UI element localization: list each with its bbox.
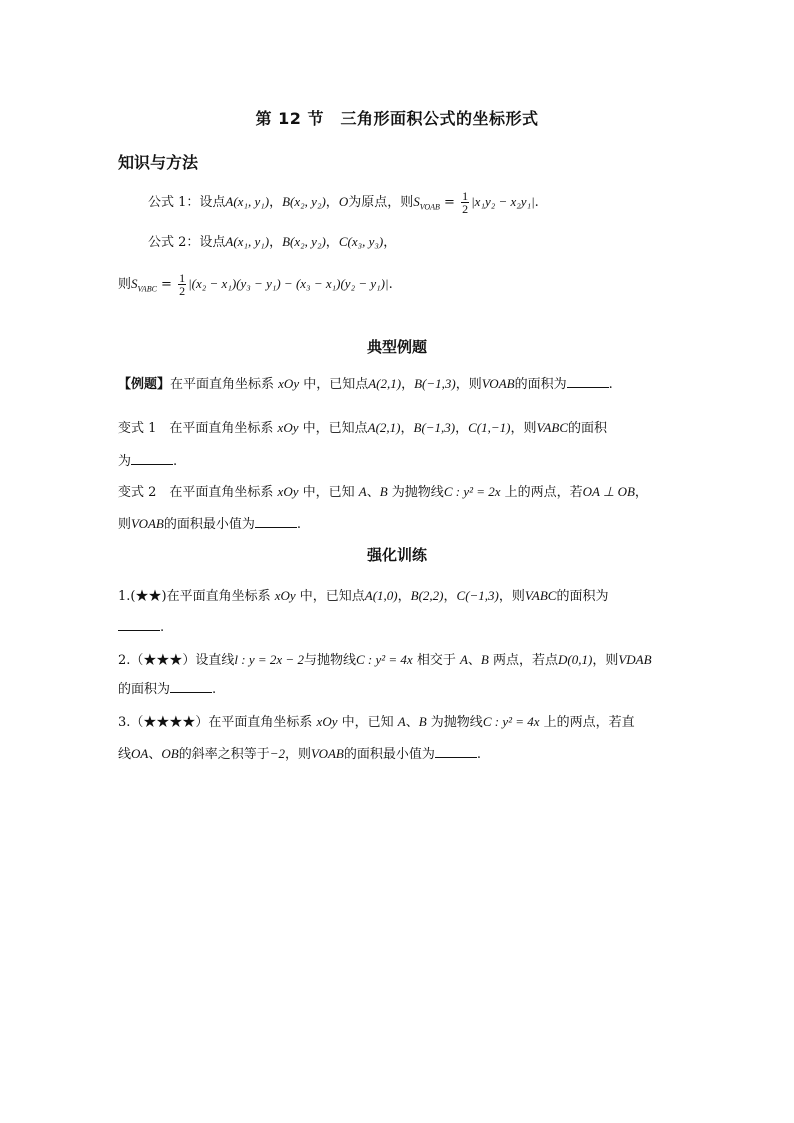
text: 在平面直角坐标系 [208,715,317,730]
point-b: B [379,484,388,499]
text: ，则 [498,589,525,604]
text: 在平面直角坐标系 [169,421,278,436]
area-subscript: VOAB [419,202,440,212]
formula-1-lead: 公式 1：设点 [148,195,226,210]
period: . [173,454,178,469]
text: 为抛物线 [426,715,483,730]
point-b: B(x₂, y₂) [282,234,326,249]
text: 为 [118,454,132,469]
separator: 、 [405,715,419,730]
variant-2-line-2 [118,514,684,535]
separator: 、 [366,485,380,500]
point-b: B(−1,3) [414,376,456,391]
text: 的面积最小值为 [343,747,435,762]
answer-blank [255,515,297,528]
text: 的斜率之积等于 [178,747,270,762]
point-b: B(−1,3) [413,420,456,435]
text: ，则 [592,653,619,668]
text: 在平面直角坐标系 [169,485,278,500]
period: . [534,195,539,210]
separator: ， [383,235,397,250]
parabola-equation: C : y² = 4x [355,652,413,667]
fraction-denominator: 2 [462,202,469,216]
point-a: A(x₁, y₁) [225,234,270,249]
separator: ， [397,589,411,604]
heading-knowledge: 知识与方法 [118,153,199,172]
practice-2-tag: 2.（★★★） [118,653,196,668]
area-symbol: S [413,194,420,209]
text: 相交于 [412,653,460,668]
text: 中，已知点 [295,589,365,604]
answer-blank [170,680,212,693]
separator: 、 [467,653,481,668]
coordinate-system: xOy [274,588,296,603]
text: 中，已知点 [298,421,368,436]
line-ob: OB [161,746,179,761]
separator: ， [401,377,415,392]
point-d: D(0,1) [558,652,593,667]
equals: = [156,277,177,292]
area-symbol: S [131,276,138,291]
formula-2-lead: 公式 2：设点 [148,235,226,250]
formula-2-expression: |(x₂ − x₁)(y₃ − y₁) − (x₃ − x₁)(y₂ − y₁)| [188,276,389,291]
point-a: A(2,1) [367,420,401,435]
point-c: C(x₃, y₃) [338,234,384,249]
practice-3-tag: 3.（★★★★） [118,715,209,730]
heading-examples: 典型例题 [366,338,427,356]
point-a: A(x₁, y₁) [225,194,270,209]
practice-1-tag: 1.(★★) [118,589,167,604]
formula-2-result-lead: 则 [118,277,132,292]
separator: ， [400,421,414,436]
text: 的面积为 [514,377,567,392]
answer-blank [118,618,160,631]
point-o: O [338,194,349,209]
separator: ， [269,235,283,250]
point-c: C(1,−1) [468,420,511,435]
separator: ， [634,485,648,500]
point-c: C(−1,3) [456,588,499,603]
answer-blank [567,375,609,388]
parabola-equation: C : y² = 4x [482,714,540,729]
point-b: B [480,652,489,667]
text: 中，已知点 [299,377,369,392]
answer-blank [131,452,173,465]
answer-blank [435,745,477,758]
formula-1 [148,190,684,218]
point-a: A(2,1) [368,376,402,391]
equals: = [439,195,460,210]
separator: ， [325,195,339,210]
triangle-name: VDAB [618,652,652,667]
point-a: A [397,714,406,729]
example-problem [118,374,684,395]
fraction-half [461,190,469,215]
text: 则 [118,517,132,532]
separator: 、 [148,747,162,762]
perpendicular-condition: OA ⊥ OB [582,484,635,499]
period: . [608,377,613,392]
area-subscript: VABC [137,284,157,294]
period: . [160,620,165,635]
text: 在平面直角坐标系 [170,377,279,392]
line-oa: OA [131,746,149,761]
point-b: B [418,714,427,729]
variant-1-tag: 变式 1 [118,421,170,436]
text: 为抛物线 [387,485,444,500]
text: 设直线 [195,653,235,668]
text: ，则 [510,421,537,436]
text: 上的两点，若直 [539,715,635,730]
example-tag: 【例题】 [118,377,171,392]
period: . [296,517,301,532]
text: 中，已知 [298,485,359,500]
practice-1-line-1 [118,586,684,607]
fraction-numerator: 1 [179,271,186,285]
formula-2-result [118,272,684,300]
page-title: 第 12 节 三角形面积公式的坐标形式 [255,109,539,128]
fraction-half [178,272,186,297]
point-a: A [358,484,367,499]
point-a: A(1,0) [364,588,398,603]
formula-1-expression: |x₁y₂ − x₂y₁| [471,194,535,209]
formula-2 [148,232,684,253]
text: ，则 [285,747,312,762]
text: 中，已知 [337,715,398,730]
text: 与抛物线 [303,653,356,668]
text: 的面积为 [556,589,609,604]
practice-3-line-1 [118,712,684,733]
text: ，则 [455,377,482,392]
point-a: A [459,652,468,667]
triangle-name: VOAB [131,516,164,531]
text: 的面积 [568,421,608,436]
variant-1-line-1 [118,418,684,439]
heading-practice: 强化训练 [366,546,427,564]
point-b: B(x₂, y₂) [282,194,326,209]
fraction-denominator: 2 [179,284,186,298]
text: 在平面直角坐标系 [166,589,275,604]
coordinate-system: xOy [277,484,299,499]
text: 的面积为 [118,682,171,697]
fraction-numerator: 1 [462,189,469,203]
triangle-name: VOAB [311,746,344,761]
coordinate-system: xOy [316,714,338,729]
point-b: B(2,2) [410,588,444,603]
line-equation: l : y = 2x − 2 [234,652,304,667]
period: . [212,682,217,697]
triangle-name: VOAB [481,376,515,391]
coordinate-system: xOy [278,376,300,391]
triangle-name: VABC [536,420,569,435]
separator: ， [325,235,339,250]
separator: ， [443,589,457,604]
variant-2-tag: 变式 2 [118,485,170,500]
practice-3-line-2 [118,744,684,765]
period: . [476,747,482,762]
practice-2-line-1 [118,650,684,671]
practice-1-line-2 [118,618,684,638]
text: 的面积最小值为 [163,517,255,532]
variant-1-line-2 [118,452,684,472]
slope-product-value: −2 [269,746,286,761]
text: 线 [118,747,132,762]
separator: ， [455,421,469,436]
separator: ， [269,195,283,210]
parabola-equation: C : y² = 2x [443,484,501,499]
coordinate-system: xOy [277,420,299,435]
triangle-name: VABC [524,588,557,603]
text: 两点，若点 [488,653,559,668]
period: . [388,277,393,292]
text: 上的两点，若 [500,485,583,500]
origin-text: 为原点，则 [348,195,414,210]
practice-2-line-2 [118,680,684,700]
variant-2-line-1 [118,482,684,503]
